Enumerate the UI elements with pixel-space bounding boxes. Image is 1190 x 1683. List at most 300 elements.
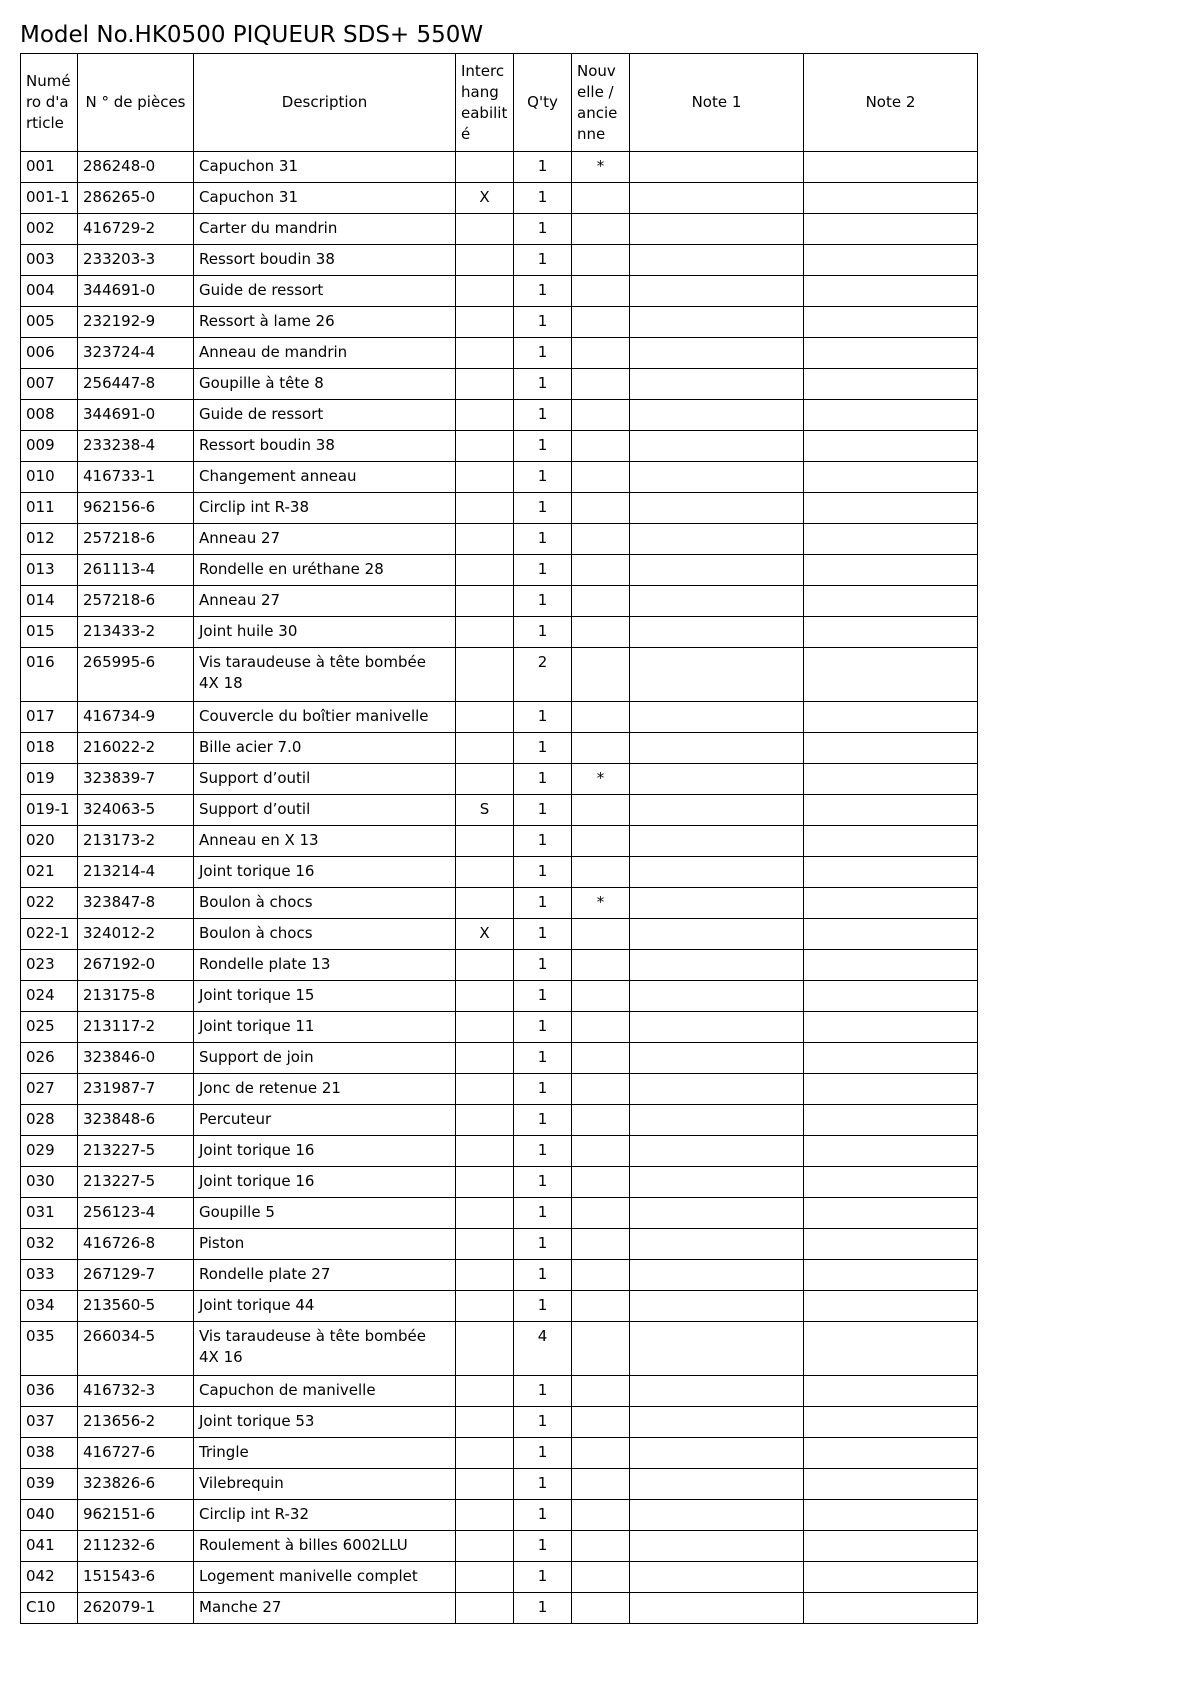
table-row — [21, 1074, 978, 1105]
table-row — [21, 795, 978, 826]
quantity-cell: 1 — [514, 1074, 572, 1105]
new-old-cell — [572, 1593, 630, 1624]
note-2-cell — [804, 1012, 978, 1043]
note-1-cell — [630, 1562, 804, 1593]
item-number-cell: 040 — [21, 1500, 78, 1531]
new-old-cell — [572, 586, 630, 617]
interchangeability-cell — [456, 493, 514, 524]
description-cell: Piston — [194, 1229, 456, 1260]
interchangeability-cell — [456, 462, 514, 493]
part-number-cell: 323724-4 — [78, 338, 194, 369]
new-old-cell — [572, 400, 630, 431]
quantity-cell: 1 — [514, 826, 572, 857]
note-1-cell — [630, 1531, 804, 1562]
quantity-cell: 1 — [514, 555, 572, 586]
item-number-cell: 012 — [21, 524, 78, 555]
note-2-cell — [804, 1469, 978, 1500]
new-old-cell — [572, 1105, 630, 1136]
quantity-cell: 1 — [514, 1012, 572, 1043]
interchangeability-cell — [456, 1074, 514, 1105]
item-number-cell: 002 — [21, 214, 78, 245]
interchangeability-cell — [456, 826, 514, 857]
description-cell: Ressort boudin 38 — [194, 431, 456, 462]
header-item-number: Numé ro d'a rticle — [21, 54, 78, 152]
item-number-cell: 005 — [21, 307, 78, 338]
part-number-cell: 416733-1 — [78, 462, 194, 493]
part-number-cell: 416726-8 — [78, 1229, 194, 1260]
part-number-cell: 213656-2 — [78, 1407, 194, 1438]
interchangeability-cell — [456, 950, 514, 981]
table-row — [21, 1105, 978, 1136]
part-number-cell: 286265-0 — [78, 183, 194, 214]
note-2-cell — [804, 586, 978, 617]
note-1-cell — [630, 1198, 804, 1229]
item-number-cell: 034 — [21, 1291, 78, 1322]
interchangeability-cell — [456, 764, 514, 795]
description-cell: Joint torique 16 — [194, 1167, 456, 1198]
part-number-cell: 416727-6 — [78, 1438, 194, 1469]
note-2-cell — [804, 888, 978, 919]
quantity-cell: 1 — [514, 1229, 572, 1260]
part-number-cell: 323826-6 — [78, 1469, 194, 1500]
note-1-cell — [630, 950, 804, 981]
quantity-cell: 1 — [514, 1136, 572, 1167]
note-1-cell — [630, 369, 804, 400]
quantity-cell: 1 — [514, 702, 572, 733]
table-row — [21, 1469, 978, 1500]
new-old-cell — [572, 1198, 630, 1229]
item-number-cell: 008 — [21, 400, 78, 431]
new-old-cell — [572, 245, 630, 276]
interchangeability-cell — [456, 888, 514, 919]
new-old-cell — [572, 1438, 630, 1469]
description-cell: Boulon à chocs — [194, 888, 456, 919]
part-number-cell: 256447-8 — [78, 369, 194, 400]
description-cell: Vis taraudeuse à tête bombée 4X 16 — [194, 1322, 456, 1376]
new-old-cell — [572, 338, 630, 369]
note-2-cell — [804, 214, 978, 245]
note-1-cell — [630, 1229, 804, 1260]
item-number-cell: 006 — [21, 338, 78, 369]
part-number-cell: 257218-6 — [78, 524, 194, 555]
note-2-cell — [804, 152, 978, 183]
note-2-cell — [804, 1105, 978, 1136]
description-cell: Carter du mandrin — [194, 214, 456, 245]
part-number-cell: 286248-0 — [78, 152, 194, 183]
table-row — [21, 183, 978, 214]
description-cell: Goupille 5 — [194, 1198, 456, 1229]
part-number-cell: 216022-2 — [78, 733, 194, 764]
note-1-cell — [630, 1291, 804, 1322]
new-old-cell — [572, 1167, 630, 1198]
table-row — [21, 152, 978, 183]
quantity-cell: 1 — [514, 764, 572, 795]
interchangeability-cell — [456, 307, 514, 338]
quantity-cell: 1 — [514, 245, 572, 276]
quantity-cell: 1 — [514, 1376, 572, 1407]
note-2-cell — [804, 702, 978, 733]
new-old-cell — [572, 462, 630, 493]
note-1-cell — [630, 276, 804, 307]
interchangeability-cell — [456, 431, 514, 462]
item-number-cell: 011 — [21, 493, 78, 524]
table-row — [21, 431, 978, 462]
note-1-cell — [630, 462, 804, 493]
note-1-cell — [630, 1043, 804, 1074]
part-number-cell: 323848-6 — [78, 1105, 194, 1136]
item-number-cell: 042 — [21, 1562, 78, 1593]
description-cell: Circlip int R-32 — [194, 1500, 456, 1531]
part-number-cell: 324063-5 — [78, 795, 194, 826]
note-1-cell — [630, 981, 804, 1012]
note-1-cell — [630, 1136, 804, 1167]
new-old-cell — [572, 1043, 630, 1074]
description-cell: Ressort à lame 26 — [194, 307, 456, 338]
note-2-cell — [804, 400, 978, 431]
note-1-cell — [630, 493, 804, 524]
table-row — [21, 462, 978, 493]
item-number-cell: 022-1 — [21, 919, 78, 950]
item-number-cell: 017 — [21, 702, 78, 733]
item-number-cell: 032 — [21, 1229, 78, 1260]
description-cell: Jonc de retenue 21 — [194, 1074, 456, 1105]
part-number-cell: 213560-5 — [78, 1291, 194, 1322]
item-number-cell: 035 — [21, 1322, 78, 1376]
table-row — [21, 764, 978, 795]
note-2-cell — [804, 1291, 978, 1322]
header-description: Description — [194, 54, 456, 152]
part-number-cell: 211232-6 — [78, 1531, 194, 1562]
part-number-cell: 962151-6 — [78, 1500, 194, 1531]
item-number-cell: 029 — [21, 1136, 78, 1167]
new-old-cell — [572, 1291, 630, 1322]
description-cell: Anneau 27 — [194, 524, 456, 555]
note-2-cell — [804, 338, 978, 369]
description-cell: Joint huile 30 — [194, 617, 456, 648]
new-old-cell — [572, 1229, 630, 1260]
quantity-cell: 1 — [514, 733, 572, 764]
interchangeability-cell — [456, 1562, 514, 1593]
note-2-cell — [804, 1438, 978, 1469]
interchangeability-cell — [456, 1438, 514, 1469]
note-2-cell — [804, 1500, 978, 1531]
item-number-cell: 007 — [21, 369, 78, 400]
new-old-cell — [572, 617, 630, 648]
interchangeability-cell: S — [456, 795, 514, 826]
note-2-cell — [804, 1376, 978, 1407]
description-cell: Support d’outil — [194, 764, 456, 795]
note-1-cell — [630, 826, 804, 857]
part-number-cell: 257218-6 — [78, 586, 194, 617]
note-1-cell — [630, 1322, 804, 1376]
item-number-cell: 019 — [21, 764, 78, 795]
header-new-old: Nouv elle / ancie nne — [572, 54, 630, 152]
interchangeability-cell — [456, 981, 514, 1012]
table-row — [21, 555, 978, 586]
note-2-cell — [804, 1531, 978, 1562]
quantity-cell: 1 — [514, 1531, 572, 1562]
table-row — [21, 1167, 978, 1198]
part-number-cell: 213227-5 — [78, 1167, 194, 1198]
table-row — [21, 586, 978, 617]
note-2-cell — [804, 245, 978, 276]
table-body — [21, 152, 978, 1624]
item-number-cell: 041 — [21, 1531, 78, 1562]
table-row — [21, 1260, 978, 1291]
item-number-cell: 025 — [21, 1012, 78, 1043]
interchangeability-cell — [456, 1198, 514, 1229]
interchangeability-cell — [456, 617, 514, 648]
table-row — [21, 1229, 978, 1260]
note-1-cell — [630, 183, 804, 214]
item-number-cell: 004 — [21, 276, 78, 307]
note-1-cell — [630, 1438, 804, 1469]
table-row — [21, 1562, 978, 1593]
note-1-cell — [630, 617, 804, 648]
new-old-cell — [572, 1074, 630, 1105]
part-number-cell: 265995-6 — [78, 648, 194, 702]
interchangeability-cell — [456, 214, 514, 245]
item-number-cell: 021 — [21, 857, 78, 888]
item-number-cell: 014 — [21, 586, 78, 617]
header-interchangeability: Interc hang eabilit é — [456, 54, 514, 152]
note-2-cell — [804, 648, 978, 702]
new-old-cell — [572, 702, 630, 733]
new-old-cell — [572, 524, 630, 555]
item-number-cell: 010 — [21, 462, 78, 493]
new-old-cell — [572, 555, 630, 586]
table-row — [21, 214, 978, 245]
interchangeability-cell — [456, 857, 514, 888]
item-number-cell: 016 — [21, 648, 78, 702]
description-cell: Capuchon 31 — [194, 152, 456, 183]
part-number-cell: 267192-0 — [78, 950, 194, 981]
interchangeability-cell — [456, 648, 514, 702]
table-row — [21, 702, 978, 733]
item-number-cell: 024 — [21, 981, 78, 1012]
item-number-cell: 027 — [21, 1074, 78, 1105]
note-2-cell — [804, 617, 978, 648]
item-number-cell: 038 — [21, 1438, 78, 1469]
description-cell: Ressort boudin 38 — [194, 245, 456, 276]
part-number-cell: 344691-0 — [78, 276, 194, 307]
note-1-cell — [630, 888, 804, 919]
note-1-cell — [630, 1469, 804, 1500]
quantity-cell: 1 — [514, 462, 572, 493]
new-old-cell — [572, 1531, 630, 1562]
quantity-cell: 1 — [514, 981, 572, 1012]
part-number-cell: 323839-7 — [78, 764, 194, 795]
part-number-cell: 344691-0 — [78, 400, 194, 431]
quantity-cell: 1 — [514, 1043, 572, 1074]
part-number-cell: 233238-4 — [78, 431, 194, 462]
table-row — [21, 400, 978, 431]
description-cell: Tringle — [194, 1438, 456, 1469]
description-cell: Vilebrequin — [194, 1469, 456, 1500]
quantity-cell: 1 — [514, 400, 572, 431]
interchangeability-cell — [456, 1376, 514, 1407]
note-2-cell — [804, 183, 978, 214]
interchangeability-cell — [456, 400, 514, 431]
item-number-cell: 033 — [21, 1260, 78, 1291]
note-1-cell — [630, 1105, 804, 1136]
quantity-cell: 1 — [514, 795, 572, 826]
item-number-cell: 018 — [21, 733, 78, 764]
new-old-cell — [572, 1500, 630, 1531]
description-cell: Anneau en X 13 — [194, 826, 456, 857]
new-old-cell — [572, 648, 630, 702]
quantity-cell: 2 — [514, 648, 572, 702]
note-1-cell — [630, 586, 804, 617]
item-number-cell: 001 — [21, 152, 78, 183]
item-number-cell: 013 — [21, 555, 78, 586]
table-row — [21, 1198, 978, 1229]
description-cell: Goupille à tête 8 — [194, 369, 456, 400]
interchangeability-cell — [456, 702, 514, 733]
note-2-cell — [804, 795, 978, 826]
quantity-cell: 1 — [514, 1562, 572, 1593]
interchangeability-cell — [456, 555, 514, 586]
note-1-cell — [630, 555, 804, 586]
table-row — [21, 950, 978, 981]
part-number-cell: 323847-8 — [78, 888, 194, 919]
note-1-cell — [630, 152, 804, 183]
note-1-cell — [630, 764, 804, 795]
note-1-cell — [630, 1376, 804, 1407]
note-2-cell — [804, 733, 978, 764]
note-1-cell — [630, 1012, 804, 1043]
quantity-cell: 1 — [514, 1105, 572, 1136]
quantity-cell: 1 — [514, 431, 572, 462]
quantity-cell: 1 — [514, 183, 572, 214]
item-number-cell: 019-1 — [21, 795, 78, 826]
table-row — [21, 493, 978, 524]
interchangeability-cell — [456, 245, 514, 276]
description-cell: Joint torique 11 — [194, 1012, 456, 1043]
new-old-cell — [572, 826, 630, 857]
note-1-cell — [630, 1593, 804, 1624]
item-number-cell: 003 — [21, 245, 78, 276]
part-number-cell: 233203-3 — [78, 245, 194, 276]
part-number-cell: 151543-6 — [78, 1562, 194, 1593]
part-number-cell: 213214-4 — [78, 857, 194, 888]
interchangeability-cell — [456, 1167, 514, 1198]
note-1-cell — [630, 648, 804, 702]
table-row — [21, 1531, 978, 1562]
part-number-cell: 261113-4 — [78, 555, 194, 586]
description-cell: Capuchon 31 — [194, 183, 456, 214]
table-row — [21, 919, 978, 950]
note-2-cell — [804, 1593, 978, 1624]
interchangeability-cell — [456, 1531, 514, 1562]
note-1-cell — [630, 1407, 804, 1438]
note-2-cell — [804, 1136, 978, 1167]
part-number-cell: 266034-5 — [78, 1322, 194, 1376]
part-number-cell: 416732-3 — [78, 1376, 194, 1407]
note-1-cell — [630, 400, 804, 431]
note-2-cell — [804, 462, 978, 493]
note-1-cell — [630, 245, 804, 276]
new-old-cell: * — [572, 888, 630, 919]
interchangeability-cell — [456, 276, 514, 307]
table-row — [21, 1500, 978, 1531]
table-row — [21, 1291, 978, 1322]
new-old-cell — [572, 431, 630, 462]
note-2-cell — [804, 919, 978, 950]
part-number-cell: 416734-9 — [78, 702, 194, 733]
quantity-cell: 1 — [514, 1500, 572, 1531]
part-number-cell: 213227-5 — [78, 1136, 194, 1167]
description-cell: Manche 27 — [194, 1593, 456, 1624]
description-cell: Couvercle du boîtier manivelle — [194, 702, 456, 733]
description-cell: Rondelle plate 27 — [194, 1260, 456, 1291]
quantity-cell: 1 — [514, 1167, 572, 1198]
interchangeability-cell — [456, 1136, 514, 1167]
part-number-cell: 267129-7 — [78, 1260, 194, 1291]
table-row — [21, 1012, 978, 1043]
quantity-cell: 1 — [514, 152, 572, 183]
item-number-cell: 001-1 — [21, 183, 78, 214]
note-2-cell — [804, 307, 978, 338]
note-1-cell — [630, 919, 804, 950]
item-number-cell: 028 — [21, 1105, 78, 1136]
table-row — [21, 981, 978, 1012]
quantity-cell: 1 — [514, 338, 572, 369]
quantity-cell: 1 — [514, 369, 572, 400]
quantity-cell: 1 — [514, 493, 572, 524]
description-cell: Rondelle plate 13 — [194, 950, 456, 981]
note-1-cell — [630, 702, 804, 733]
document-title: Model No.HK0500 PIQUEUR SDS+ 550W — [20, 22, 484, 48]
item-number-cell: 037 — [21, 1407, 78, 1438]
new-old-cell — [572, 1012, 630, 1043]
quantity-cell: 1 — [514, 888, 572, 919]
description-cell: Joint torique 16 — [194, 1136, 456, 1167]
new-old-cell — [572, 1562, 630, 1593]
table-row — [21, 276, 978, 307]
part-number-cell: 213433-2 — [78, 617, 194, 648]
part-number-cell: 213117-2 — [78, 1012, 194, 1043]
table-row — [21, 1438, 978, 1469]
description-cell: Roulement à billes 6002LLU — [194, 1531, 456, 1562]
new-old-cell — [572, 1322, 630, 1376]
note-1-cell — [630, 1260, 804, 1291]
quantity-cell: 1 — [514, 1291, 572, 1322]
description-cell: Support d’outil — [194, 795, 456, 826]
interchangeability-cell — [456, 1407, 514, 1438]
item-number-cell: 026 — [21, 1043, 78, 1074]
note-1-cell — [630, 857, 804, 888]
description-cell: Joint torique 44 — [194, 1291, 456, 1322]
part-number-cell: 416729-2 — [78, 214, 194, 245]
note-2-cell — [804, 1260, 978, 1291]
item-number-cell: 009 — [21, 431, 78, 462]
item-number-cell: 020 — [21, 826, 78, 857]
note-1-cell — [630, 431, 804, 462]
note-2-cell — [804, 276, 978, 307]
table-row — [21, 1322, 978, 1376]
interchangeability-cell — [456, 1322, 514, 1376]
item-number-cell: 039 — [21, 1469, 78, 1500]
note-2-cell — [804, 524, 978, 555]
item-number-cell: 015 — [21, 617, 78, 648]
description-cell: Circlip int R-38 — [194, 493, 456, 524]
interchangeability-cell: X — [456, 183, 514, 214]
interchangeability-cell — [456, 586, 514, 617]
description-cell: Boulon à chocs — [194, 919, 456, 950]
part-number-cell: 324012-2 — [78, 919, 194, 950]
new-old-cell — [572, 795, 630, 826]
